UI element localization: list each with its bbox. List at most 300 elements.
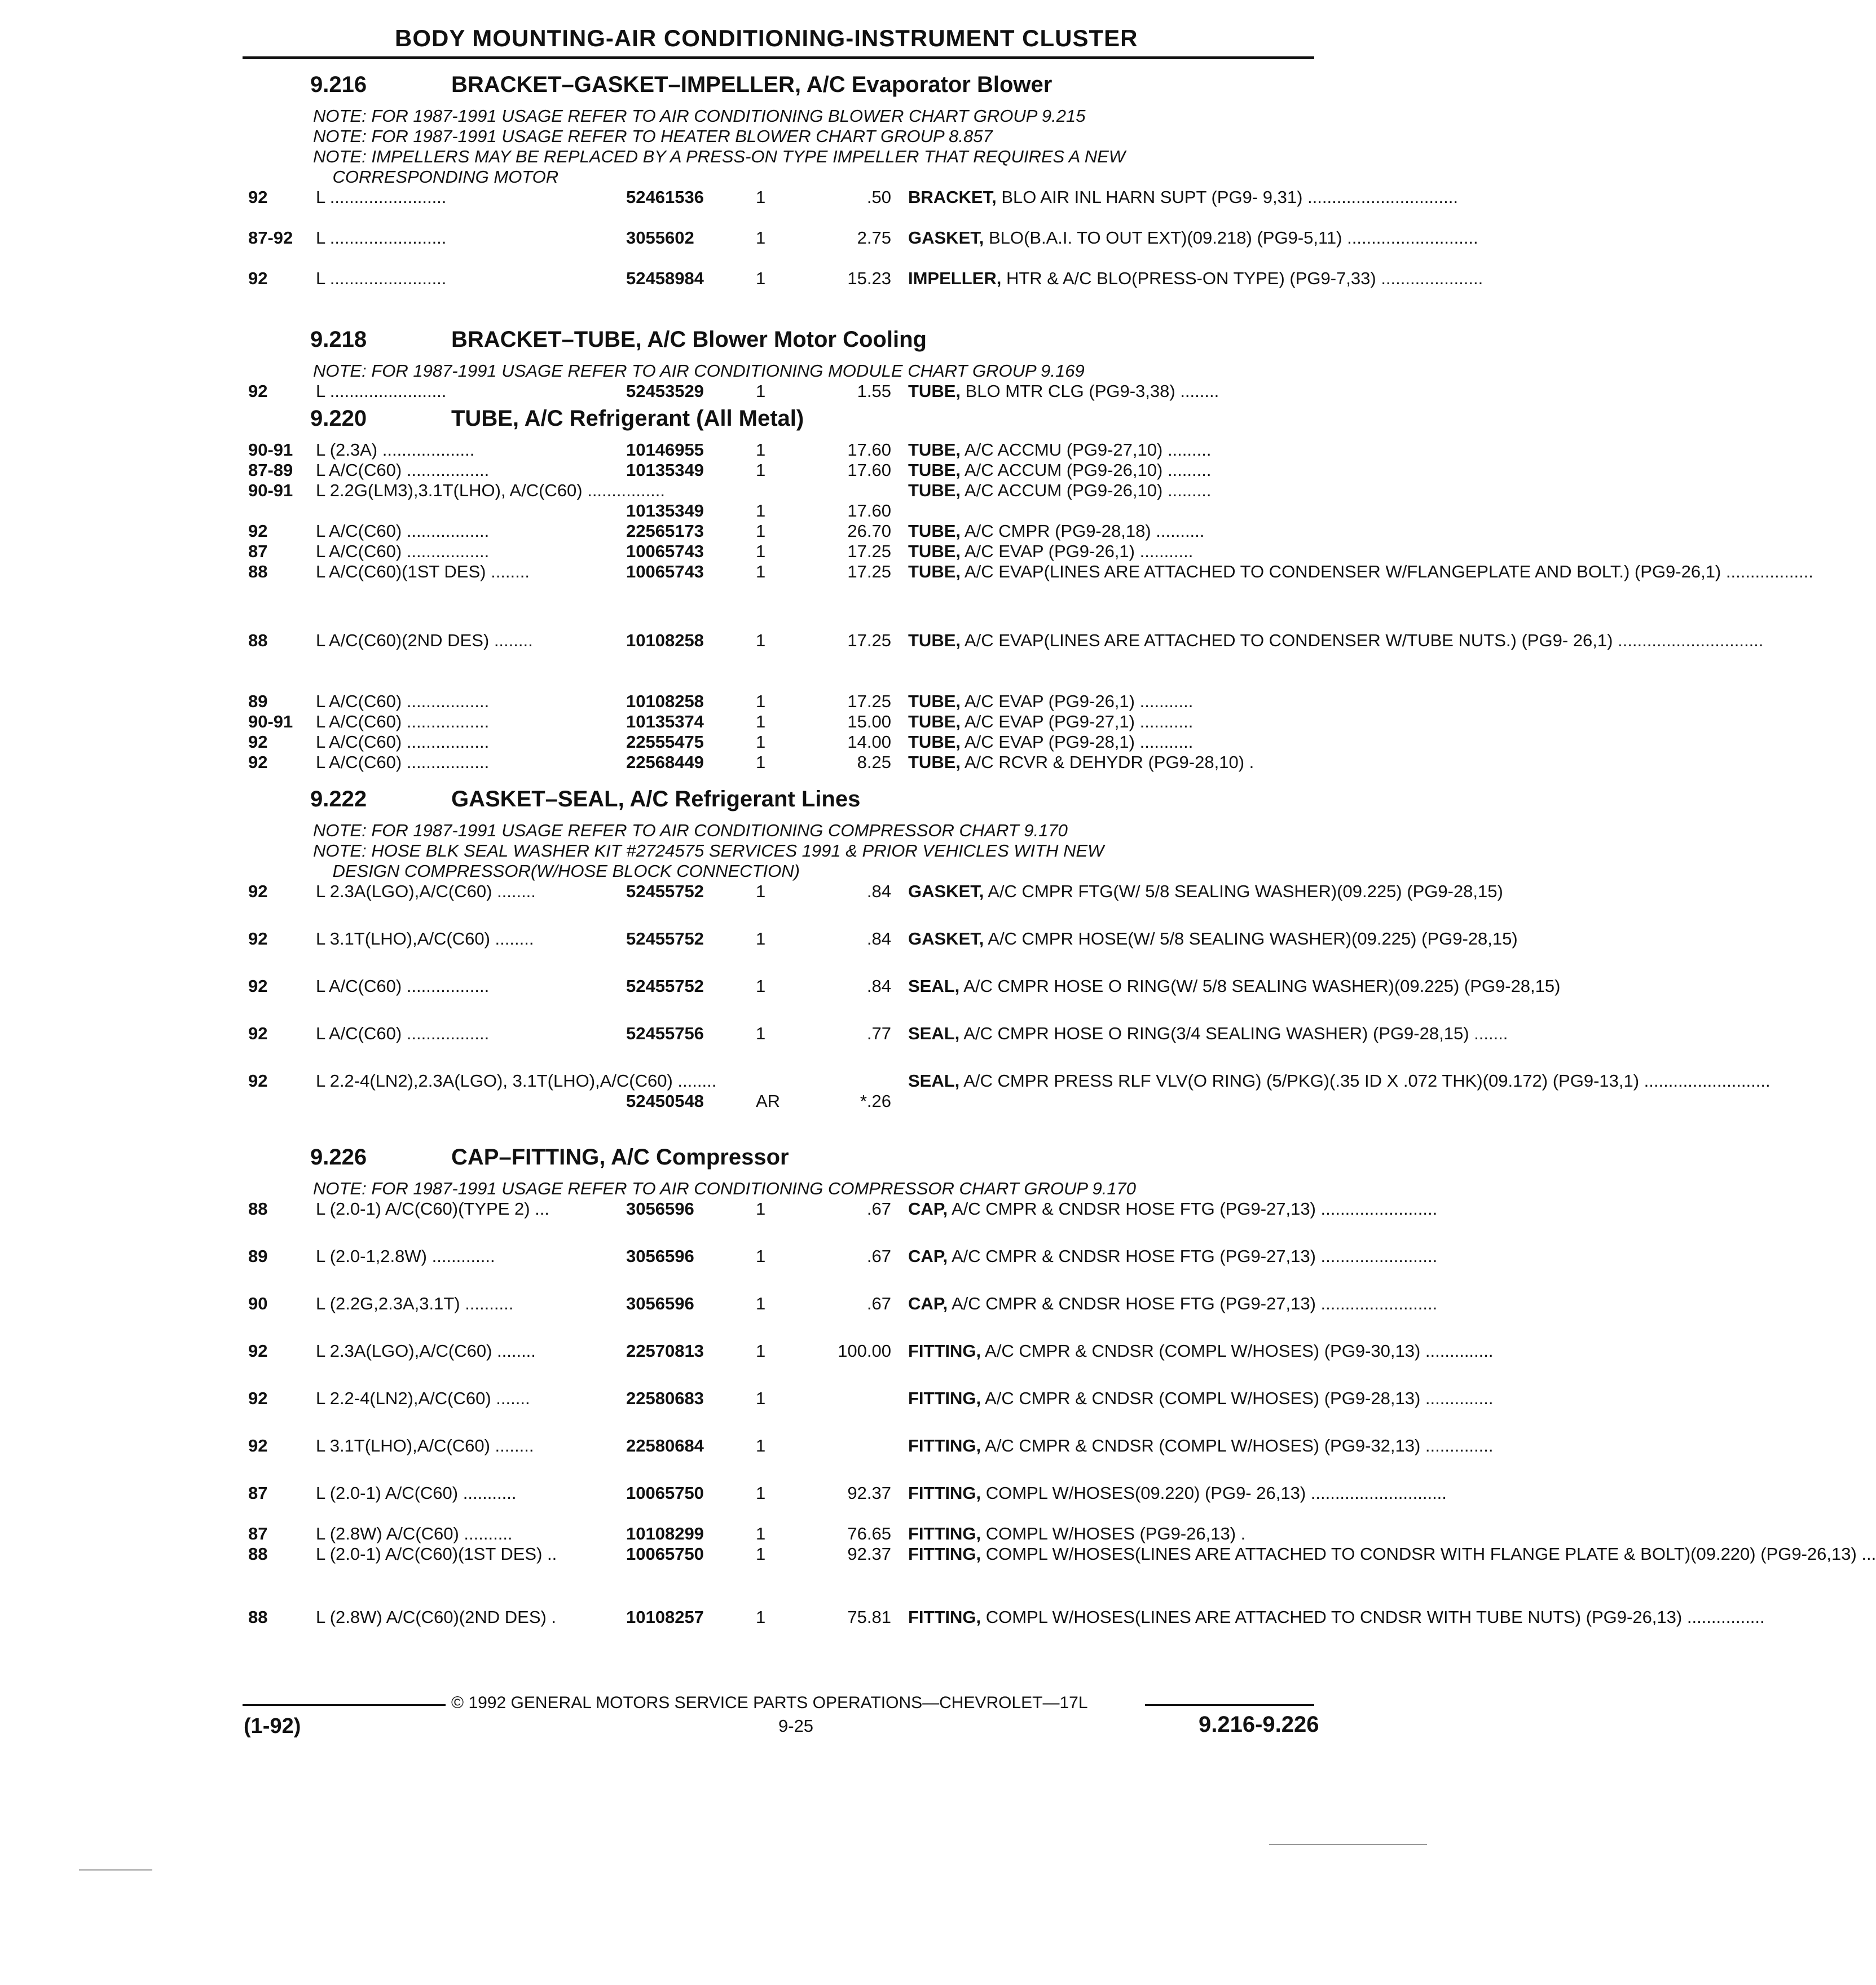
part-number: 10135374 (626, 712, 704, 731)
part-number: 3055602 (626, 228, 694, 248)
part-row (0, 881, 1503, 922)
list-price: .67 (866, 1246, 891, 1266)
part-row (0, 1246, 1438, 1287)
part-row (0, 1388, 1494, 1429)
usage-code: L 3.1T(LHO),A/C(C60) ........ (316, 1436, 534, 1455)
part-description (908, 460, 1314, 480)
section-number: 9.222 (310, 787, 367, 811)
model-year: 90-91 (248, 440, 293, 460)
list-price: .50 (866, 187, 891, 207)
quantity: 1 (756, 1388, 766, 1408)
model-year: 87 (248, 1524, 268, 1543)
section-number: 9.220 (310, 406, 367, 431)
part-row (0, 712, 1426, 732)
part-description (908, 1294, 1438, 1314)
model-year: 92 (248, 381, 268, 401)
section-note: NOTE: FOR 1987-1991 USAGE REFER TO AIR CONDITIONING COMPRESSOR CHART 9.170 (313, 821, 1068, 840)
part-row (0, 268, 1483, 309)
part-detail: A/C CMPR FTG(W/ 5/8 SEALING WASHER)(09.225) (PG9-28,15) (984, 881, 1503, 901)
part-name: CAP, (908, 1294, 948, 1313)
part-description (908, 480, 1314, 501)
part-detail: A/C EVAP (PG9-26,1) ........... (961, 541, 1194, 561)
part-number: 52461536 (626, 187, 704, 207)
part-detail: A/C CMPR & CNDSR HOSE FTG (PG9-27,13) ........................ (948, 1294, 1438, 1313)
model-year: 92 (248, 1341, 268, 1361)
part-row (0, 521, 1426, 541)
usage-code: L A/C(C60) ................. (316, 691, 490, 711)
part-number: 10108258 (626, 630, 704, 650)
part-name: TUBE, (908, 712, 961, 731)
part-description (908, 929, 1518, 949)
part-name: FITTING, (908, 1524, 981, 1543)
part-description (908, 440, 1314, 460)
part-detail: BLO(B.A.I. TO OUT EXT)(09.218) (PG9-5,11) ........................... (984, 228, 1478, 248)
part-row (0, 1294, 1438, 1334)
usage-code: L A/C(C60)(1ST DES) ........ (316, 562, 530, 581)
part-row (0, 1199, 1438, 1239)
header-rule (243, 56, 1314, 59)
part-detail: A/C CMPR & CNDSR (COMPL W/HOSES) (PG9-30,13) .............. (981, 1341, 1494, 1361)
model-year: 88 (248, 1199, 268, 1219)
part-number: 22570813 (626, 1341, 704, 1361)
part-description (908, 187, 1459, 208)
usage-code: L (2.2G,2.3A,3.1T) .......... (316, 1294, 514, 1313)
quantity: 1 (756, 501, 766, 520)
list-price: 76.65 (847, 1524, 891, 1543)
part-row (0, 691, 1426, 712)
part-name: FITTING, (908, 1388, 981, 1408)
list-price: 17.25 (847, 562, 891, 581)
part-row (0, 1524, 1426, 1544)
part-number: 3056596 (626, 1199, 694, 1219)
part-name: GASKET, (908, 228, 984, 248)
usage-code: L A/C(C60) ................. (316, 460, 490, 480)
part-detail: A/C EVAP (PG9-27,1) ........... (961, 712, 1194, 731)
model-year: 92 (248, 1436, 268, 1455)
model-year: 87-89 (248, 460, 293, 480)
quantity: 1 (756, 1607, 766, 1627)
part-row (0, 440, 1426, 460)
quantity: 1 (756, 1483, 766, 1503)
part-description (908, 1024, 1508, 1044)
section-9-220 (0, 406, 1813, 773)
list-price: 14.00 (847, 732, 891, 752)
list-price: 17.60 (847, 440, 891, 460)
footer-copyright: © 1992 GENERAL MOTORS SERVICE PARTS OPERATIONS—CHEVROLET—17L (451, 1693, 1088, 1712)
quantity: 1 (756, 929, 766, 949)
model-year: 92 (248, 976, 268, 996)
part-name: IMPELLER, (908, 268, 1002, 288)
part-row (0, 1483, 1447, 1524)
usage-code: L 2.2G(LM3),3.1T(LHO), A/C(C60) ................ (316, 480, 666, 500)
list-price: 17.25 (847, 691, 891, 711)
part-name: SEAL, (908, 976, 960, 996)
part-detail: COMPL W/HOSES(LINES ARE ATTACHED TO CNDSR WITH TUBE NUTS) (PG9-26,13) ................ (981, 1607, 1765, 1627)
part-detail: A/C CMPR (PG9-28,18) .......... (961, 521, 1205, 541)
section-name: GASKET–SEAL, A/C Refrigerant Lines (451, 787, 861, 811)
section-number: 9.226 (310, 1145, 367, 1170)
section-name: TUBE, A/C Refrigerant (All Metal) (451, 406, 804, 431)
usage-code: L 2.2-4(LN2),2.3A(LGO), 3.1T(LHO),A/C(C60) ........ (316, 1071, 717, 1091)
part-number: 10065743 (626, 541, 704, 561)
part-name: TUBE, (908, 630, 961, 650)
part-row (0, 1071, 1771, 1132)
part-number: 52455752 (626, 881, 704, 901)
part-number: 10065750 (626, 1544, 704, 1564)
section-number: 9.218 (310, 327, 367, 352)
usage-code: L A/C(C60) ................. (316, 712, 490, 731)
part-description (908, 1071, 1771, 1091)
part-number: 52455756 (626, 1024, 704, 1043)
part-number: 52455752 (626, 929, 704, 949)
usage-code: L A/C(C60)(2ND DES) ........ (316, 630, 533, 650)
part-detail: A/C EVAP (PG9-26,1) ........... (961, 691, 1194, 711)
part-name: TUBE, (908, 541, 961, 561)
part-number: 22580683 (626, 1388, 704, 1408)
part-detail: A/C ACCMU (PG9-27,10) ......... (961, 440, 1212, 460)
part-name: TUBE, (908, 691, 961, 711)
part-row (0, 929, 1518, 969)
part-row (0, 1436, 1494, 1476)
part-detail: A/C CMPR & CNDSR HOSE FTG (PG9-27,13) ........................ (948, 1246, 1438, 1266)
list-price: 15.23 (847, 268, 891, 288)
model-year: 92 (248, 268, 268, 288)
part-number: 10135349 (626, 460, 704, 480)
part-description (908, 541, 1314, 562)
quantity: 1 (756, 881, 766, 901)
quantity: 1 (756, 1544, 766, 1564)
usage-code: L A/C(C60) ................. (316, 976, 490, 996)
model-year: 92 (248, 1071, 268, 1091)
part-number: 3056596 (626, 1246, 694, 1266)
quantity: 1 (756, 1024, 766, 1043)
part-row (0, 1341, 1494, 1382)
list-price: 92.37 (847, 1544, 891, 1564)
quantity: 1 (756, 187, 766, 207)
part-name: TUBE, (908, 440, 961, 460)
model-year: 92 (248, 881, 268, 901)
model-year: 90 (248, 1294, 268, 1313)
part-name: FITTING, (908, 1607, 981, 1627)
footer-page-number: 9-25 (778, 1716, 814, 1736)
model-year: 88 (248, 1544, 268, 1564)
part-description (908, 976, 1561, 996)
part-row (0, 562, 1813, 623)
part-detail: HTR & A/C BLO(PRESS-ON TYPE) (PG9-7,33) ..................... (1001, 268, 1483, 288)
part-number: 10065750 (626, 1483, 704, 1503)
quantity: 1 (756, 1436, 766, 1455)
quantity: 1 (756, 521, 766, 541)
quantity: 1 (756, 1341, 766, 1361)
list-price: 17.25 (847, 541, 891, 561)
list-price: 100.00 (838, 1341, 891, 1361)
part-number: 10108299 (626, 1524, 704, 1543)
part-number: 22580684 (626, 1436, 704, 1455)
part-description (908, 228, 1478, 248)
part-row (0, 480, 1426, 521)
scan-artifact (1269, 1844, 1427, 1845)
part-number: 22565173 (626, 521, 704, 541)
usage-code: L (2.0-1) A/C(C60) ........... (316, 1483, 517, 1503)
section-note: NOTE: IMPELLERS MAY BE REPLACED BY A PRESS-ON TYPE IMPELLER THAT REQUIRES A NEW CORRESPONDING MOTOR (313, 147, 1126, 187)
usage-code: L 2.3A(LGO),A/C(C60) ........ (316, 1341, 536, 1361)
quantity: 1 (756, 268, 766, 288)
list-price: .67 (866, 1294, 891, 1313)
quantity: 1 (756, 732, 766, 752)
model-year: 87 (248, 541, 268, 561)
list-price: 75.81 (847, 1607, 891, 1627)
section-title (0, 787, 1426, 821)
part-row (0, 381, 1426, 402)
quantity: AR (756, 1091, 781, 1111)
section-note: NOTE: FOR 1987-1991 USAGE REFER TO HEATER BLOWER CHART GROUP 8.857 (313, 126, 993, 146)
quantity: 1 (756, 228, 766, 248)
part-detail: A/C EVAP (PG9-28,1) ........... (961, 732, 1194, 752)
quantity: 1 (756, 1524, 766, 1543)
usage-code: L 2.2-4(LN2),A/C(C60) ....... (316, 1388, 530, 1408)
part-detail: A/C CMPR & CNDSR (COMPL W/HOSES) (PG9-28,13) .............. (981, 1388, 1494, 1408)
part-description (908, 881, 1503, 902)
part-description (908, 1607, 1765, 1627)
quantity: 1 (756, 712, 766, 731)
part-row (0, 752, 1426, 773)
model-year: 92 (248, 521, 268, 541)
quantity: 1 (756, 630, 766, 650)
part-row (0, 1024, 1508, 1064)
part-description (908, 521, 1314, 541)
usage-code: L ........................ (316, 187, 447, 207)
quantity: 1 (756, 562, 766, 581)
part-description (908, 562, 1813, 582)
part-number: 52458984 (626, 268, 704, 288)
part-name: TUBE, (908, 521, 961, 541)
model-year: 92 (248, 187, 268, 207)
section-title (0, 72, 1426, 106)
usage-code: L A/C(C60) ................. (316, 732, 490, 752)
list-price: 2.75 (857, 228, 891, 248)
section-title (0, 327, 1426, 361)
quantity: 1 (756, 381, 766, 401)
part-name: FITTING, (908, 1341, 981, 1361)
usage-code: L (2.8W) A/C(C60)(2ND DES) . (316, 1607, 557, 1627)
part-number: 52455752 (626, 976, 704, 996)
part-row (0, 976, 1561, 1017)
part-detail: A/C CMPR & CNDSR (COMPL W/HOSES) (PG9-32,13) .............. (981, 1436, 1494, 1455)
scan-artifact (79, 1869, 152, 1871)
part-name: GASKET, (908, 881, 984, 901)
part-number: 10135349 (626, 501, 704, 520)
quantity: 1 (756, 976, 766, 996)
part-number: 10108257 (626, 1607, 704, 1627)
usage-code: L ........................ (316, 381, 447, 401)
usage-code: L ........................ (316, 228, 447, 248)
section-9-216 (0, 72, 1483, 309)
part-row (0, 1544, 1876, 1605)
part-name: TUBE, (908, 460, 961, 480)
usage-code: L (2.3A) ................... (316, 440, 475, 460)
part-description (908, 1524, 1314, 1544)
part-detail: COMPL W/HOSES(09.220) (PG9- 26,13) ............................ (981, 1483, 1447, 1503)
section-name: BRACKET–GASKET–IMPELLER, A/C Evaporator Blower (451, 72, 1053, 97)
part-description (908, 712, 1314, 732)
part-detail: A/C CMPR HOSE O RING(3/4 SEALING WASHER) (PG9-28,15) ....... (959, 1024, 1508, 1043)
part-detail: BLO MTR CLG (PG9-3,38) ........ (961, 381, 1219, 401)
part-row (0, 228, 1478, 268)
part-row (0, 187, 1459, 228)
part-name: FITTING, (908, 1544, 981, 1564)
part-description (908, 630, 1764, 651)
part-name: FITTING, (908, 1483, 981, 1503)
part-row (0, 1607, 1765, 1668)
list-price: 15.00 (847, 712, 891, 731)
section-number: 9.216 (310, 72, 367, 97)
part-row (0, 541, 1426, 562)
section-note: NOTE: FOR 1987-1991 USAGE REFER TO AIR CONDITIONING MODULE CHART GROUP 9.169 (313, 361, 1085, 381)
list-price: 92.37 (847, 1483, 891, 1503)
section-name: BRACKET–TUBE, A/C Blower Motor Cooling (451, 327, 927, 352)
part-detail: COMPL W/HOSES (PG9-26,13) . (981, 1524, 1246, 1543)
model-year: 90-91 (248, 480, 293, 500)
model-year: 87 (248, 1483, 268, 1503)
section-note: NOTE: HOSE BLK SEAL WASHER KIT #2724575 SERVICES 1991 & PRIOR VEHICLES WITH NEW DESIGN COMPRESSOR(W/HOSE BLOCK CONNECTION) (313, 841, 1104, 881)
part-detail: BLO AIR INL HARN SUPT (PG9- 9,31) ............................... (996, 187, 1459, 207)
usage-code: L (2.0-1) A/C(C60)(TYPE 2) ... (316, 1199, 550, 1219)
quantity: 1 (756, 1246, 766, 1266)
part-detail: A/C EVAP(LINES ARE ATTACHED TO CONDENSER W/TUBE NUTS.) (PG9- 26,1) .............................. (961, 630, 1764, 650)
footer-rule-right (1145, 1704, 1314, 1706)
section-name: CAP–FITTING, A/C Compressor (451, 1145, 789, 1170)
model-year: 92 (248, 929, 268, 949)
part-description (908, 752, 1314, 773)
part-detail: A/C CMPR & CNDSR HOSE FTG (PG9-27,13) ........................ (948, 1199, 1438, 1219)
quantity: 1 (756, 1199, 766, 1219)
part-row (0, 460, 1426, 480)
section-9-222 (0, 787, 1771, 1132)
footer-rule-left (243, 1704, 446, 1706)
section-title (0, 406, 1426, 440)
part-name: TUBE, (908, 562, 961, 581)
part-name: CAP, (908, 1199, 948, 1219)
part-detail: A/C ACCUM (PG9-26,10) ......... (961, 460, 1212, 480)
quantity: 1 (756, 460, 766, 480)
list-price: .84 (866, 976, 891, 996)
usage-code: L (2.0-1) A/C(C60)(1ST DES) .. (316, 1544, 557, 1564)
quantity: 1 (756, 541, 766, 561)
part-number: 52450548 (626, 1091, 704, 1111)
part-name: BRACKET, (908, 187, 997, 207)
part-name: GASKET, (908, 929, 984, 949)
part-number: 10146955 (626, 440, 704, 460)
part-description (908, 1483, 1447, 1503)
model-year: 88 (248, 562, 268, 581)
part-name: SEAL, (908, 1024, 960, 1043)
part-description (908, 1246, 1438, 1267)
list-price: 8.25 (857, 752, 891, 772)
model-year: 92 (248, 1024, 268, 1043)
model-year: 89 (248, 1246, 268, 1266)
part-number: 10108258 (626, 691, 704, 711)
model-year: 92 (248, 732, 268, 752)
part-number: 52453529 (626, 381, 704, 401)
part-detail: A/C EVAP(LINES ARE ATTACHED TO CONDENSER W/FLANGEPLATE AND BOLT.) (PG9-26,1) .................. (961, 562, 1813, 581)
quantity: 1 (756, 752, 766, 772)
part-number: 3056596 (626, 1294, 694, 1313)
part-detail: A/C RCVR & DEHYDR (PG9-28,10) . (961, 752, 1254, 772)
list-price: 17.25 (847, 630, 891, 650)
model-year: 89 (248, 691, 268, 711)
part-description (908, 1436, 1494, 1456)
part-name: TUBE, (908, 480, 961, 500)
part-name: TUBE, (908, 381, 961, 401)
part-description (908, 268, 1483, 289)
part-number: 10065743 (626, 562, 704, 581)
quantity: 1 (756, 691, 766, 711)
section-note: NOTE: FOR 1987-1991 USAGE REFER TO AIR CONDITIONING COMPRESSOR CHART GROUP 9.170 (313, 1179, 1137, 1198)
list-price: 26.70 (847, 521, 891, 541)
model-year: 92 (248, 1388, 268, 1408)
usage-code: L A/C(C60) ................. (316, 752, 490, 772)
section-title (0, 1145, 1426, 1179)
list-price: *.26 (860, 1091, 891, 1111)
section-note: NOTE: FOR 1987-1991 USAGE REFER TO AIR CONDITIONING BLOWER CHART GROUP 9.215 (313, 106, 1086, 126)
part-detail: A/C CMPR HOSE(W/ 5/8 SEALING WASHER)(09.225) (PG9-28,15) (984, 929, 1518, 949)
part-description (908, 691, 1314, 712)
part-detail: A/C ACCUM (PG9-26,10) ......... (961, 480, 1212, 500)
model-year: 87-92 (248, 228, 293, 248)
quantity: 1 (756, 440, 766, 460)
part-number: 22568449 (626, 752, 704, 772)
part-description (908, 732, 1314, 752)
list-price: 17.60 (847, 460, 891, 480)
model-year: 88 (248, 630, 268, 650)
list-price: 1.55 (857, 381, 891, 401)
part-description (908, 1341, 1494, 1361)
usage-code: L ........................ (316, 268, 447, 288)
usage-code: L (2.8W) A/C(C60) .......... (316, 1524, 513, 1543)
model-year: 88 (248, 1607, 268, 1627)
part-name: CAP, (908, 1246, 948, 1266)
part-detail: A/C CMPR HOSE O RING(W/ 5/8 SEALING WASHER)(09.225) (PG9-28,15) (959, 976, 1561, 996)
part-row (0, 732, 1426, 752)
part-name: FITTING, (908, 1436, 981, 1455)
section-9-226 (0, 1145, 1876, 1668)
list-price: .84 (866, 929, 891, 949)
footer-group-range: 9.216-9.226 (1199, 1712, 1319, 1737)
list-price: 17.60 (847, 501, 891, 520)
usage-code: L 3.1T(LHO),A/C(C60) ........ (316, 929, 534, 949)
list-price: .67 (866, 1199, 891, 1219)
quantity: 1 (756, 1294, 766, 1313)
model-year: 92 (248, 752, 268, 772)
part-description (908, 1388, 1494, 1409)
part-description (908, 381, 1314, 402)
part-name: TUBE, (908, 732, 961, 752)
list-price: .84 (866, 881, 891, 901)
part-detail: A/C CMPR PRESS RLF VLV(O RING) (5/PKG)(.35 ID X .072 THK)(09.172) (PG9-13,1) .......................... (959, 1071, 1771, 1091)
usage-code: L A/C(C60) ................. (316, 521, 490, 541)
part-detail: COMPL W/HOSES(LINES ARE ATTACHED TO CONDSR WITH FLANGE PLATE & BOLT)(09.220) (PG9-26,13) ... (981, 1544, 1876, 1564)
usage-code: L (2.0-1,2.8W) ............. (316, 1246, 495, 1266)
part-description (908, 1199, 1438, 1219)
page-header-title: BODY MOUNTING-AIR CONDITIONING-INSTRUMENT CLUSTER (395, 25, 1138, 51)
part-name: SEAL, (908, 1071, 960, 1091)
footer-date: (1-92) (244, 1714, 301, 1738)
model-year: 90-91 (248, 712, 293, 731)
usage-code: L A/C(C60) ................. (316, 1024, 490, 1043)
usage-code: L A/C(C60) ................. (316, 541, 490, 561)
part-row (0, 630, 1764, 691)
part-number: 22555475 (626, 732, 704, 752)
